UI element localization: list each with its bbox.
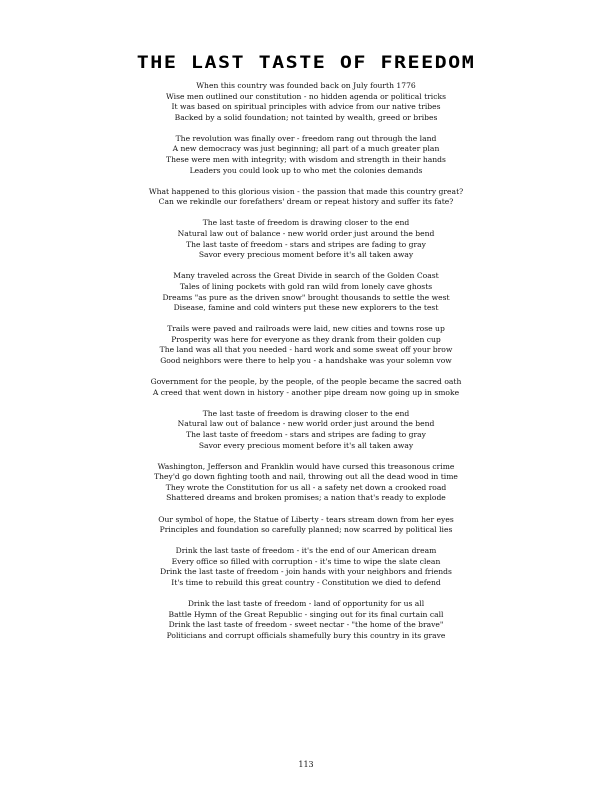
- stanza: [0, 462, 612, 504]
- stanza: [0, 546, 612, 588]
- poem-line: When this country was founded back on July fourth 1776: [196, 81, 416, 90]
- poem-line: The land was all that you needed - hard work and some sweat off your brow: [159, 345, 453, 355]
- poem-line: Drink the last taste of freedom - it's the end of our American dream: [175, 546, 437, 556]
- stanza: [0, 377, 612, 398]
- poem-line: The last taste of freedom is drawing closer to the end: [202, 408, 410, 418]
- poem-line: What happened to this glorious vision - the passion that made this country great?: [148, 186, 464, 196]
- poem-line: Savor every precious moment before it's all taken away: [198, 440, 414, 450]
- poem-line: The last taste of freedom - stars and stripes are fading to gray: [186, 429, 426, 439]
- poem-line: It was based on spiritual principles with advice from our native tribes: [171, 102, 441, 112]
- poem-line: Drink the last taste of freedom - land of opportunity for us all: [187, 599, 425, 609]
- poem-line: Principles and foundation so carefully planned; now scarred by political lies: [159, 525, 453, 535]
- poem-line: Politicians and corrupt officials shamefully bury this country in its grave: [166, 630, 446, 640]
- stanza: [0, 271, 612, 313]
- poem-line: These were men with integrity; with wisdom and strength in their hands: [166, 155, 446, 165]
- stanza: [0, 515, 612, 536]
- poem-line: Disease, famine and cold winters put these new explorers to the test: [173, 303, 439, 313]
- stanza: [0, 599, 612, 641]
- poem-line: Natural law out of balance - new world order just around the bend: [177, 419, 435, 429]
- poem-line: Drink the last taste of freedom - join hands with your neighbors and friends: [160, 567, 452, 577]
- poem-line: It's time to rebuild this great country - Constitution we died to defend: [171, 577, 441, 587]
- poem-line: Leaders you could look up to who met the colonies demands: [189, 165, 423, 175]
- poem-line: Drink the last taste of freedom - sweet nectar - "the home of the brave": [168, 620, 444, 630]
- poem-line: The revolution was finally over - freedom rang out through the land: [175, 133, 437, 143]
- poem-line: They wrote the Constitution for us all - a safety net down a crooked road: [165, 482, 447, 492]
- poem-line: Washington, Jefferson and Franklin would have cursed this treasonous crime: [157, 461, 455, 471]
- stanza: [0, 134, 612, 176]
- poem-line: Prosperity was here for everyone as they drank from their golden cup: [171, 334, 441, 344]
- poem-line: Battle Hymn of the Great Republic - singing out for its final curtain call: [168, 609, 444, 619]
- poem-line: Can we rekindle our forefathers' dream or repeat history and suffer its fate?: [158, 197, 454, 207]
- stanza: [0, 218, 612, 260]
- page-number: 113: [298, 760, 314, 769]
- poem-line: Many traveled across the Great Divide in search of the Golden Coast: [173, 271, 439, 281]
- poem-line: Government for the people, by the people, of the people became the sacred oath: [150, 377, 462, 387]
- poem-line: A creed that went down in history - another pipe dream now going up in smoke: [152, 387, 460, 397]
- poem-line: They'd go down fighting tooth and nail, throwing out all the dead wood in time: [154, 472, 458, 482]
- poem-line: Tales of lining pockets with gold ran wild from lonely cave ghosts: [179, 281, 433, 291]
- stanza: [0, 187, 612, 208]
- poem-line: Every office so filled with corruption - it's time to wipe the slate clean: [171, 556, 441, 566]
- poem-line: Dreams "as pure as the driven snow" brought thousands to settle the west: [162, 292, 450, 302]
- poem-line: Shattered dreams and broken promises; a nation that's ready to explode: [166, 493, 446, 503]
- poem-line: The last taste of freedom - stars and stripes are fading to gray: [186, 239, 426, 249]
- poem-line: Backed by a solid foundation; not tainted by wealth, greed or bribes: [174, 112, 438, 122]
- poem-title: THE LAST TASTE OF FREEDOM: [136, 51, 476, 73]
- poem-line: Natural law out of balance - new world order just around the bend: [177, 229, 435, 239]
- poem-line: Good neighbors were there to help you - a handshake was your solemn vow: [160, 355, 452, 365]
- stanza: [0, 409, 612, 451]
- poem-line: The last taste of freedom is drawing closer to the end: [202, 218, 410, 228]
- poem-body: [0, 81, 612, 652]
- poem-line: A new democracy was just beginning; all part of a much greater plan: [172, 144, 440, 154]
- stanza: [0, 324, 612, 366]
- poem-line: Savor every precious moment before it's all taken away: [198, 250, 414, 260]
- poem-line: Our symbol of hope, the Statue of Liberty - tears stream down from her eyes: [158, 514, 454, 524]
- poem-line: Wise men outlined our constitution - no hidden agenda or political tricks: [166, 91, 446, 101]
- stanza: [0, 81, 612, 123]
- poem-line: Trails were paved and railroads were laid, new cities and towns rose up: [167, 324, 445, 334]
